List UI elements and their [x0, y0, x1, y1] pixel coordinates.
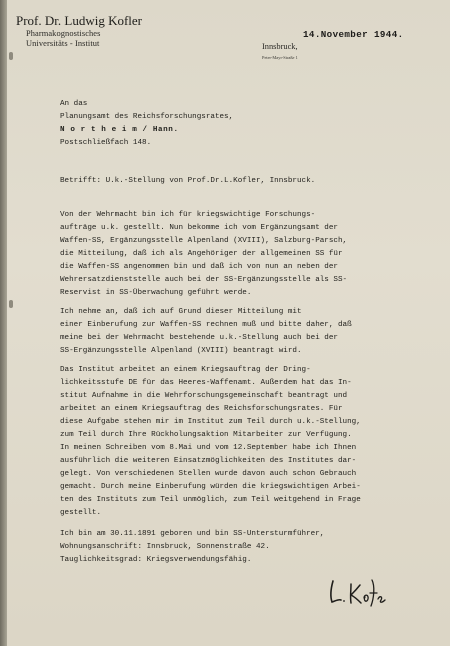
recipient-line: Planungsamt des Reichsforschungsrates,	[60, 113, 234, 121]
body-line: SS-Ergänzungsstelle Alpenland (XVIII) beantragt wird.	[60, 347, 302, 355]
body-line: die Mitteilung, daß ich als Angehöriger der allgemeinen SS für	[60, 250, 343, 258]
body-line: Tauglichkeitsgrad: Kriegsverwendungsfähig.	[60, 556, 252, 564]
body-line: Wehrersatzdienststelle auch bei der SS-Ergänzungsstelle als SS-	[60, 276, 348, 284]
body-line: Reservist in SS-Überwachung geführt werde.	[60, 289, 252, 297]
body-line: ten des Instituts zum Teil unmöglich, zum Teil weitgehend in Frage	[60, 496, 361, 504]
subject-line: Betrifft: U.k.-Stellung von Prof.Dr.L.Kofler, Innsbruck.	[60, 177, 316, 185]
body-line: Ich nehme an, daß ich auf Grund dieser Mitteilung mit	[60, 308, 302, 316]
body-line: gemacht. Durch meine Einberufung würden die kriegswichtigen Arbei-	[60, 483, 361, 491]
recipient-line: Postschließfach 148.	[60, 139, 152, 147]
body-line: Waffen-SS, Ergänzungsstelle Alpenland (XVIII), Salzburg-Parsch,	[60, 237, 348, 245]
letterhead-institute-line2: Universitäts - Institut	[26, 39, 100, 48]
body-line: arbeitet an einem Kriegsauftrag des Reichsforschungsrates. Für	[60, 405, 343, 413]
body-line: die Waffen-SS angenommen bin und daß ich von nun an neben der	[60, 263, 338, 271]
letterhead-city: Innsbruck,	[262, 42, 298, 51]
punch-hole	[9, 300, 13, 308]
letterhead-name: Prof. Dr. Ludwig Kofler	[16, 13, 143, 28]
body-line: In meinen Schreiben vom 8.Mai und vom 12.September habe ich Ihnen	[60, 444, 357, 452]
body-line: Wohnungsanschrift: Innsbruck, Sonnenstraße 42.	[60, 543, 270, 551]
body-line: einer Einberufung zur Waffen-SS rechnen muß und bitte daher, daß	[60, 321, 352, 329]
body-line: lichkeitsstufe DE für das Heeres-Waffenamt. Außerdem hat das In-	[60, 379, 352, 387]
paper-edge	[0, 0, 7, 646]
body-line: Von der Wehrmacht bin ich für kriegswichtige Forschungs-	[60, 211, 316, 219]
letterhead-street: Peter-Mayr-Straße 1	[262, 55, 298, 60]
body-line: diese Aufgabe stehen mir im Institut zum Teil durch u.k.-Stellung,	[60, 418, 361, 426]
recipient-city: N o r t h e i m / Hann.	[60, 126, 179, 134]
body-line: stitut Aufnahme in die Wehrforschungsgemeinschaft beantragt und	[60, 392, 348, 400]
body-line: Das Institut arbeitet an einem Kriegsauftrag der Dring-	[60, 366, 311, 374]
body-line: gestellt.	[60, 509, 102, 517]
letterhead-institute-line1: Pharmakognostisches	[26, 29, 101, 38]
body-line: ausführlich die weiteren Einsatzmöglichkeiten des Institutes dar-	[60, 457, 357, 465]
body-line: meine bei der Wehrmacht bestehende u.k.-Stellung auch bei der	[60, 334, 338, 342]
body-line: gelegt. Von verschiedenen Stellen wurde davon auch schon Gebrauch	[60, 470, 357, 478]
punch-hole	[9, 52, 13, 60]
recipient-line: An das	[60, 100, 88, 108]
body-line: zum Teil durch Ihre Rückholungsaktion Mitarbeiter zur Verfügung.	[60, 431, 352, 439]
signature-icon	[327, 576, 387, 608]
body-line: aufträge u.k. gestellt. Nun bekomme ich vom Ergänzungsamt der	[60, 224, 338, 232]
letter-date: 14.November 1944.	[303, 29, 404, 40]
body-line: Ich bin am 30.11.1891 geboren und bin SS-Untersturmführer,	[60, 530, 325, 538]
